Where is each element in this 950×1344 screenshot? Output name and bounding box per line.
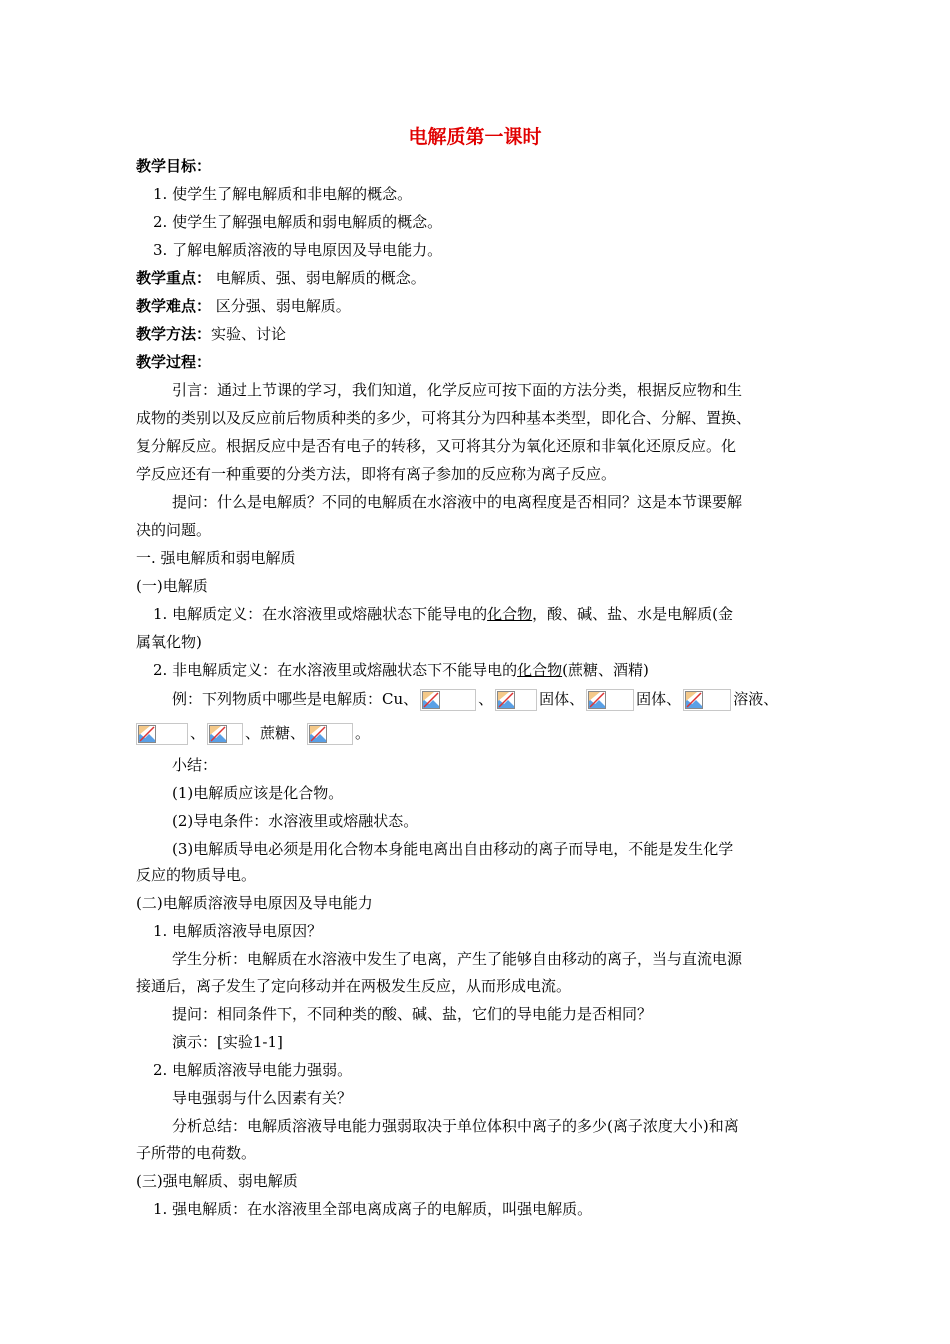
example-text: 溶液、 (733, 690, 779, 708)
definition-nonelectrolyte (153, 659, 649, 681)
subsection-heading: (二)电解质溶液导电原因及导电能力 (136, 894, 373, 912)
definition-underlined: 化合物 (487, 605, 533, 623)
analysis-line: 接通后，离子发生了定向移动并在两极发生反应，从而形成电流。 (136, 977, 572, 995)
key-points-text: 电解质、强、弱电解质的概念。 (211, 269, 426, 287)
summary-item: (2)导电条件：水溶液里或熔融状态。 (172, 812, 419, 830)
methods-text: 实验、讨论 (211, 325, 287, 343)
subsection-heading: (一)电解质 (136, 577, 208, 595)
definition-text: ，酸、碱、盐、水是电解质(金 (532, 605, 733, 623)
key-points (136, 267, 426, 289)
example-text: 例：下列物质中哪些是电解质：Cu、 (172, 690, 419, 708)
question-line: 提问：什么是电解质？不同的电解质在水溶液中的电离程度是否相同？这是本节课要解 (172, 493, 743, 511)
ability-question: 导电强弱与什么因素有关？ (172, 1089, 353, 1107)
example-text: 。 (355, 724, 371, 742)
objectives-heading: 教学目标： (136, 157, 212, 175)
section-heading: 一. 强电解质和弱电解质 (136, 549, 296, 567)
conclusion-line: 子所带的电荷数。 (136, 1144, 257, 1162)
process-heading: 教学过程： (136, 353, 212, 371)
objective-item: 1. 使学生了解电解质和非电解的概念。 (153, 185, 413, 203)
intro-line: 成物的类别以及反应前后物质种类的多少，可将其分为四种基本类型，即化合、分解、置换、 (136, 409, 752, 427)
document-title: 电解质第一课时 (408, 126, 542, 148)
example-text: 固体、 (539, 690, 585, 708)
intro-line: 复分解反应。根据反应中是否有电子的转移，又可将其分为氧化还原和非氧化还原反应。化 (136, 437, 737, 455)
demo-line: 演示：[实验1-1] (172, 1033, 283, 1051)
question-line: 决的问题。 (136, 521, 212, 539)
summary-item: (3)电解质导电必须是用化合物本身能电离出自由移动的离子而导电，不能是发生化学 (172, 840, 734, 858)
example-text: 、蔗糖、 (245, 724, 306, 742)
intro-line: 引言：通过上节课的学习，我们知道，化学反应可按下面的方法分类，根据反应物和生 (172, 381, 743, 399)
objective-item: 2. 使学生了解强电解质和弱电解质的概念。 (153, 213, 443, 231)
broken-image-icon (586, 689, 634, 711)
methods (136, 323, 286, 345)
definition-text: 2. 非电解质定义：在水溶液里或熔融状态下不能导电的 (153, 661, 518, 679)
broken-image-icon (495, 689, 537, 711)
intro-line: 学反应还有一种重要的分类方法，即将有离子参加的反应称为离子反应。 (136, 465, 617, 483)
objective-item: 3. 了解电解质溶液的导电原因及导电能力。 (153, 241, 443, 259)
broken-image-icon (307, 723, 353, 745)
difficulties-text: 区分强、弱电解质。 (211, 297, 351, 315)
methods-label: 教学方法： (136, 325, 212, 343)
question-2: 提问：相同条件下，不同种类的酸、碱、盐，它们的导电能力是否相同？ (172, 1005, 653, 1023)
summary-item: (1)电解质应该是化合物。 (172, 784, 344, 802)
broken-image-icon (136, 723, 188, 745)
broken-image-icon (420, 689, 476, 711)
example-text: 固体、 (636, 690, 682, 708)
strong-electrolyte-definition: 1. 强电解质：在水溶液里全部电离成离子的电解质，叫强电解质。 (153, 1200, 593, 1218)
key-points-label: 教学重点： (136, 269, 212, 287)
subsection-heading: (三)强电解质、弱电解质 (136, 1172, 298, 1190)
definition-continuation: 属氧化物) (136, 633, 202, 651)
definition-electrolyte (153, 603, 733, 625)
broken-image-icon (683, 689, 731, 711)
definition-underlined: 化合物 (517, 661, 563, 679)
summary-heading: 小结： (172, 756, 218, 774)
conclusion-line: 分析总结：电解质溶液导电能力强弱取决于单位体积中离子的多少(离子浓度大小)和离 (172, 1117, 739, 1135)
summary-item: 反应的物质导电。 (136, 866, 257, 884)
example-text: 、 (190, 724, 206, 742)
difficulties (136, 295, 351, 317)
definition-text: (蔗糖、酒精) (562, 661, 649, 679)
analysis-line: 学生分析：电解质在水溶液中发生了电离，产生了能够自由移动的离子，当与直流电源 (172, 950, 743, 968)
reason-heading: 1. 电解质溶液导电原因？ (153, 922, 323, 940)
difficulties-label: 教学难点： (136, 297, 212, 315)
definition-text: 1. 电解质定义：在水溶液里或熔融状态下能导电的 (153, 605, 488, 623)
example-line-1 (172, 688, 778, 710)
broken-image-icon (207, 723, 243, 745)
example-text: 、 (478, 690, 494, 708)
ability-heading: 2. 电解质溶液导电能力强弱。 (153, 1061, 353, 1079)
example-line-2 (136, 722, 370, 744)
